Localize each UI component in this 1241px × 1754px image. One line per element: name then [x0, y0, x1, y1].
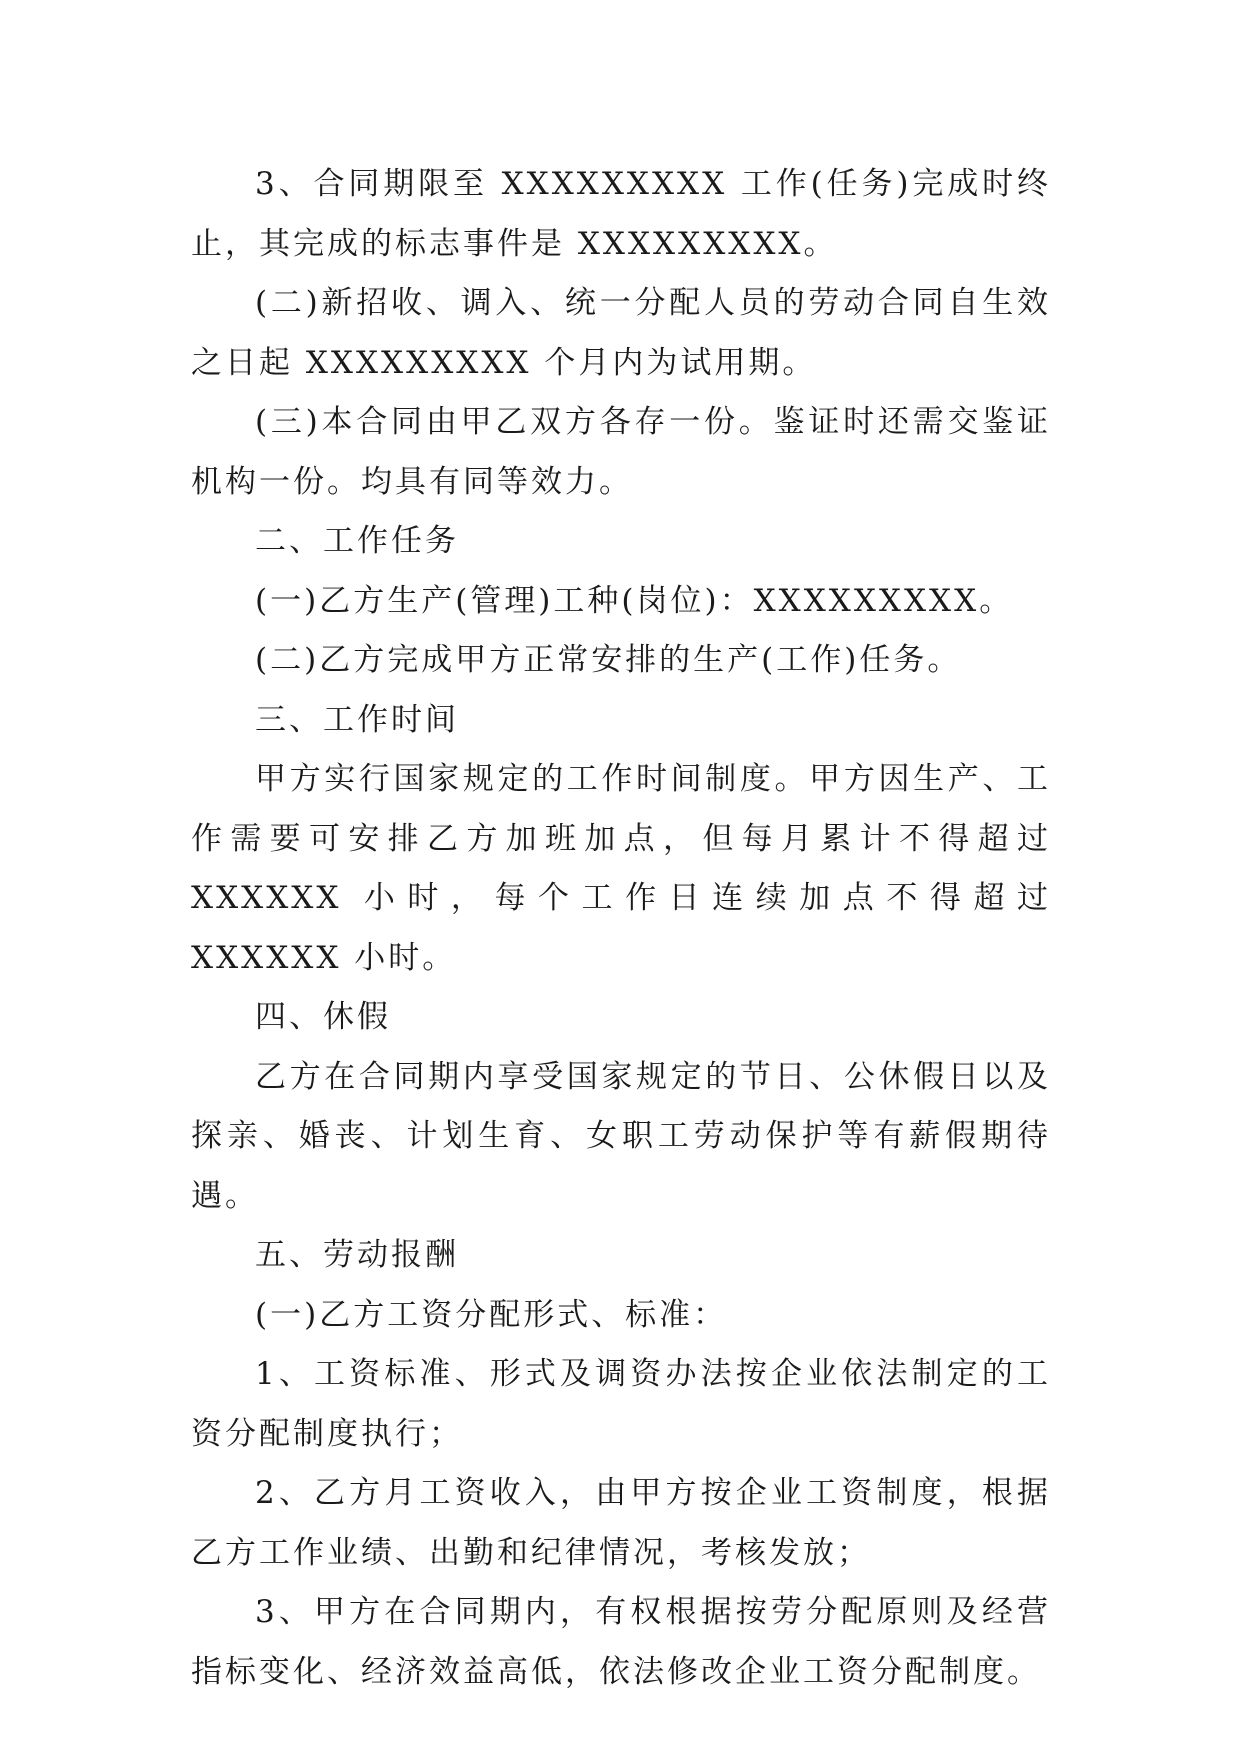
- section-heading-work-tasks: 二、工作任务: [255, 523, 459, 559]
- paragraph-wage-system-change: 3、甲方在合同期内，有权根据按劳分配原则及经营指标变化、经济效益高低，依法修改企业工资分配制度。: [191, 1594, 1051, 1690]
- section-heading-work-hours: 三、工作时间: [255, 701, 459, 738]
- paragraph-job-type: (一)乙方生产(管理)工种(岗位)：XXXXXXXXX。: [255, 582, 1014, 619]
- section-heading-leave: 四、休假: [255, 999, 391, 1035]
- paragraph-complete-tasks: (二)乙方完成甲方正常安排的生产(工作)任务。: [255, 642, 962, 678]
- paragraph-monthly-wage: 2、乙方月工资收入，由甲方按企业工资制度，根据乙方工作业绩、出勤和纪律情况，考核发放；: [191, 1475, 1051, 1571]
- section-heading-remuneration: 五、劳动报酬: [255, 1237, 459, 1273]
- paragraph-copies: (三)本合同由甲乙双方各存一份。鉴证时还需交鉴证机构一份。均具有同等效力。: [191, 404, 1051, 500]
- paragraph-work-hours: 甲方实行国家规定的工作时间制度。甲方因生产、工作需要可安排乙方加班加点，但每月累计不得超过 XXXXXX 小时，每个工作日连续加点不得超过 XXXXXX 小时。: [191, 761, 1051, 976]
- paragraph-wage-standard: 1、工资标准、形式及调资办法按企业依法制定的工资分配制度执行；: [191, 1356, 1051, 1452]
- paragraph-leave: 乙方在合同期内享受国家规定的节日、公休假日以及探亲、婚丧、计划生育、女职工劳动保护等有薪假期待遇。: [191, 1058, 1051, 1214]
- paragraph-term-end: 3、合同期限至 XXXXXXXXX 工作(任务)完成时终止，其完成的标志事件是 XXXXXXXXX。: [191, 166, 1051, 262]
- document-page: [191, 155, 1051, 1702]
- paragraph-probation: (二)新招收、调入、统一分配人员的劳动合同自生效之日起 XXXXXXXXX 个月内为试用期。: [191, 285, 1051, 381]
- paragraph-wage-form: (一)乙方工资分配形式、标准：: [255, 1296, 728, 1333]
